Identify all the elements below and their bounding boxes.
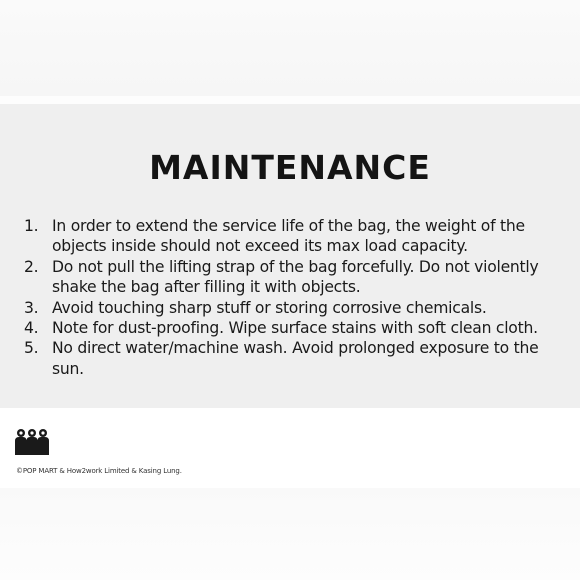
brand-figures-icon <box>15 428 49 455</box>
copyright-text: ©POP MART & How2work Limited & Kasing Lung. <box>16 467 182 475</box>
list-item-text: Avoid touching sharp stuff or storing corrosive chemicals. <box>52 298 487 317</box>
bottom-band <box>0 488 580 580</box>
maintenance-list <box>24 216 570 379</box>
footer <box>0 408 580 488</box>
list-item-number: 5. <box>24 339 39 358</box>
list-item-text: Note for dust-proofing. Wipe surface stains with soft clean cloth. <box>52 319 538 338</box>
list-item-text: No direct water/machine wash. Avoid prolonged exposure to the sun. <box>52 339 539 378</box>
list-item-number: 2. <box>24 257 39 276</box>
list-item-number: 3. <box>24 298 39 317</box>
list-item <box>24 338 570 379</box>
page-title: MAINTENANCE <box>149 148 431 187</box>
list-item-text: Do not pull the lifting strap of the bag forcefully. Do not violently shake the bag after filling it with objects. <box>52 257 539 297</box>
list-item-number: 1. <box>24 217 39 235</box>
list-item-text: In order to extend the service life of the bag, the weight of the objects inside should not exceed its max load capacity. <box>52 217 525 256</box>
top-band <box>0 0 580 96</box>
list-item <box>24 318 570 338</box>
list-item <box>24 216 570 257</box>
list-item-number: 4. <box>24 319 39 338</box>
list-item <box>24 257 570 298</box>
list-item <box>24 298 570 318</box>
